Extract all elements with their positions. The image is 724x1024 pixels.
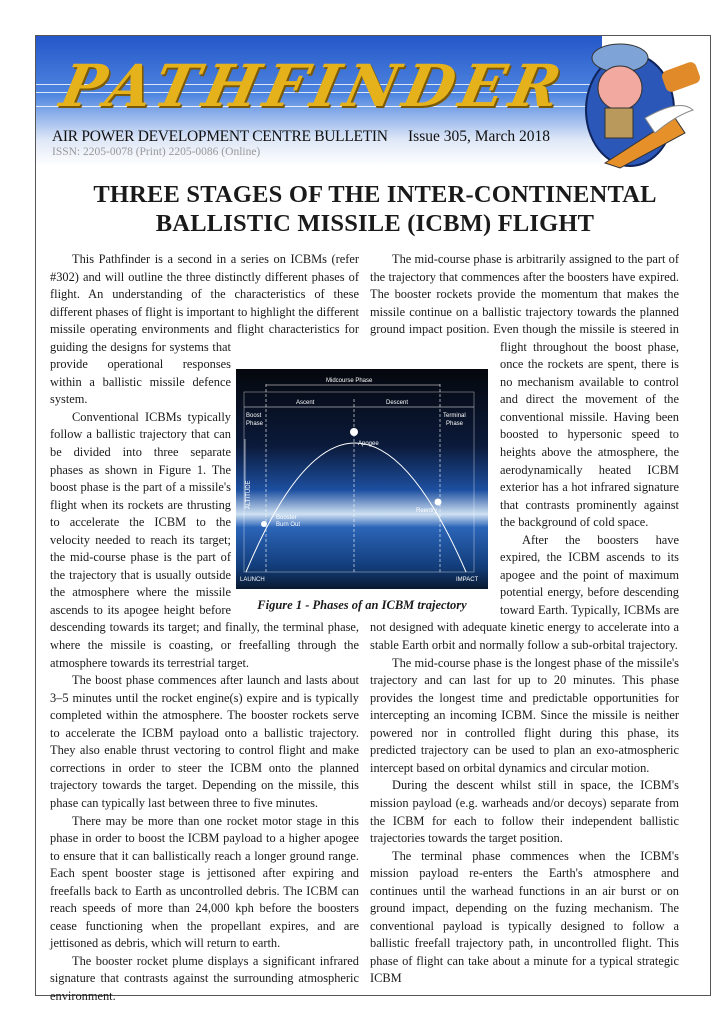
label-boost-phase: Phase bbox=[246, 421, 264, 427]
article-title: THREE STAGES OF THE INTER-CONTINENTAL BALLISTIC MISSILE (ICBM) FLIGHT bbox=[93, 181, 657, 237]
label-reentry: Reentry bbox=[416, 508, 438, 514]
label-altitude: ALTITUDE bbox=[246, 480, 252, 509]
issue-label: Issue 305, March 2018 bbox=[408, 128, 551, 145]
paragraph: The boost phase commences after launch and lasts about 3–5 minutes until the rocket engine(s) expire and is typically completed within the atmosphere. The booster rockets serve to accelerate the ICBM payload onto a ballistic trajectory. They also enable thrust vectoring to control flight and make corrections in order to steer the ICBM onto the planned trajectory towards the target. Depending on the missile, this phase can typically last between three to five minutes. bbox=[50, 673, 359, 810]
issn-label: ISSN: 2205-0078 (Print) 2205-0086 (Online) bbox=[52, 146, 261, 158]
label-midcourse: Midcourse Phase bbox=[326, 378, 373, 384]
paragraph: After the boosters have expired, the ICBM ascends to its apogee and the point of maximum potential energy, before descending toward Earth. Typically, ICBMs are not designed with adequate kinetic energy to accelerate into a stable Earth orbit and normally follow a sub-orbital trajectory. bbox=[370, 532, 679, 653]
paragraph: There may be more than one rocket motor stage in this phase in order to boost the ICBM payload to a higher apogee to ensure that it can ballistically reach a longer ground range. Each spent booster stage is jettisoned after expiring and freefalls back to Earth as uncontrolled debris. The ICBM can reach speeds of more than 24,000 kph before the boosters cease functioning when the propellant expires, and are jettisoned as debris, which will return to earth. bbox=[50, 813, 359, 951]
figure-caption: Figure 1 - Phases of an ICBM trajectory bbox=[257, 598, 467, 612]
label-booster: Booster bbox=[276, 515, 297, 521]
mascot-icon bbox=[575, 38, 705, 170]
paragraph: The mid-course phase is arbitrarily assigned to the part of the trajectory that commences after the boosters have expired. The booster rockets provide the momentum that makes the missile continue on a ballistic trajectory towards the planned ground impact position. Even though the missile is steered in flight throughout the boost phase, once the rockets are spent, there is no mechanism available to control and direct the movement of the conventional missile. Having been boosted to hypersonic speed to heights above the atmosphere, the aerodynamically heated ICBM exterior has a hot infrared signature that contrasts prominently against the background of cold space. bbox=[370, 252, 679, 530]
paragraph: The mid-course phase is the longest phase of the missile's trajectory and can last for up to 20 minutes. This phase provides the longest time and predictable opportunities for intercepting an incoming ICBM. Since the missile is neither powered nor in controlled flight during this phase, its predicted trajectory can be used to plan an exo-atmospheric intercept based on orbital dynamics and circular motion. bbox=[370, 655, 679, 775]
label-terminal-phase: Phase bbox=[446, 421, 464, 427]
icbm-trajectory-figure bbox=[236, 369, 488, 589]
label-descent: Descent bbox=[386, 400, 409, 406]
label-launch: LAUNCH bbox=[240, 577, 265, 583]
paragraph: The booster rocket plume displays a significant infrared signature that contrasts against the surrounding atmospheric environment. bbox=[50, 953, 359, 1003]
label-impact: IMPACT bbox=[456, 577, 479, 583]
label-terminal: Terminal bbox=[443, 413, 466, 419]
label-boost: Boost bbox=[246, 413, 262, 419]
paragraph: Conventional ICBMs typically follow a ballistic trajectory that can be divided into three separate phases as shown in Figure 1. The boost phase is the part of a missile's flight when its rockets are thrusting to accelerate the ICBM to the velocity needed to reach its target; the mid-course phase is the part of the trajectory that is usually outside the atmosphere where the missile ascends to its apogee height before descending towards its target; and finally, the terminal phase, where the missile is coasting, or freefalling through the atmosphere towards its terrestrial target. bbox=[50, 409, 359, 670]
label-ascent: Ascent bbox=[296, 400, 315, 406]
right-column bbox=[370, 251, 679, 988]
label-burnout: Burn Out bbox=[276, 522, 301, 528]
left-column bbox=[50, 251, 359, 1006]
paragraph: This Pathfinder is a second in a series on ICBMs (refer #302) and will outline the three distinctly different phases of flight. An understanding of the characteristics of these different phases of flight is important to highlight the different missile operating environments and flight characteristics for guiding the designs for systems that provide operational responses within a ballistic missile defence system. bbox=[50, 252, 359, 407]
bulletin-subtitle: AIR POWER DEVELOPMENT CENTRE BULLETIN bbox=[52, 128, 388, 145]
pathfinder-logo: PATHFINDER bbox=[54, 52, 573, 120]
paragraph: The terminal phase commences when the ICBM's mission payload re-enters the Earth's atmosphere and continues until the warhead functions in an air burst or on ground impact, depending on the fuzing mechanism. The conventional payload is typically designed to follow a ballistic freefall trajectory path, in uncontrolled flight. This phase of flight can take about a minute for a typical strategic ICBM bbox=[370, 848, 679, 986]
label-apogee: Apogee bbox=[358, 441, 379, 447]
paragraph: During the descent whilst still in space, the ICBM's mission payload (e.g. warheads and/or decoys) separate from the ICBM for each to follow their independent ballistic trajectories towards the target position. bbox=[370, 778, 679, 846]
